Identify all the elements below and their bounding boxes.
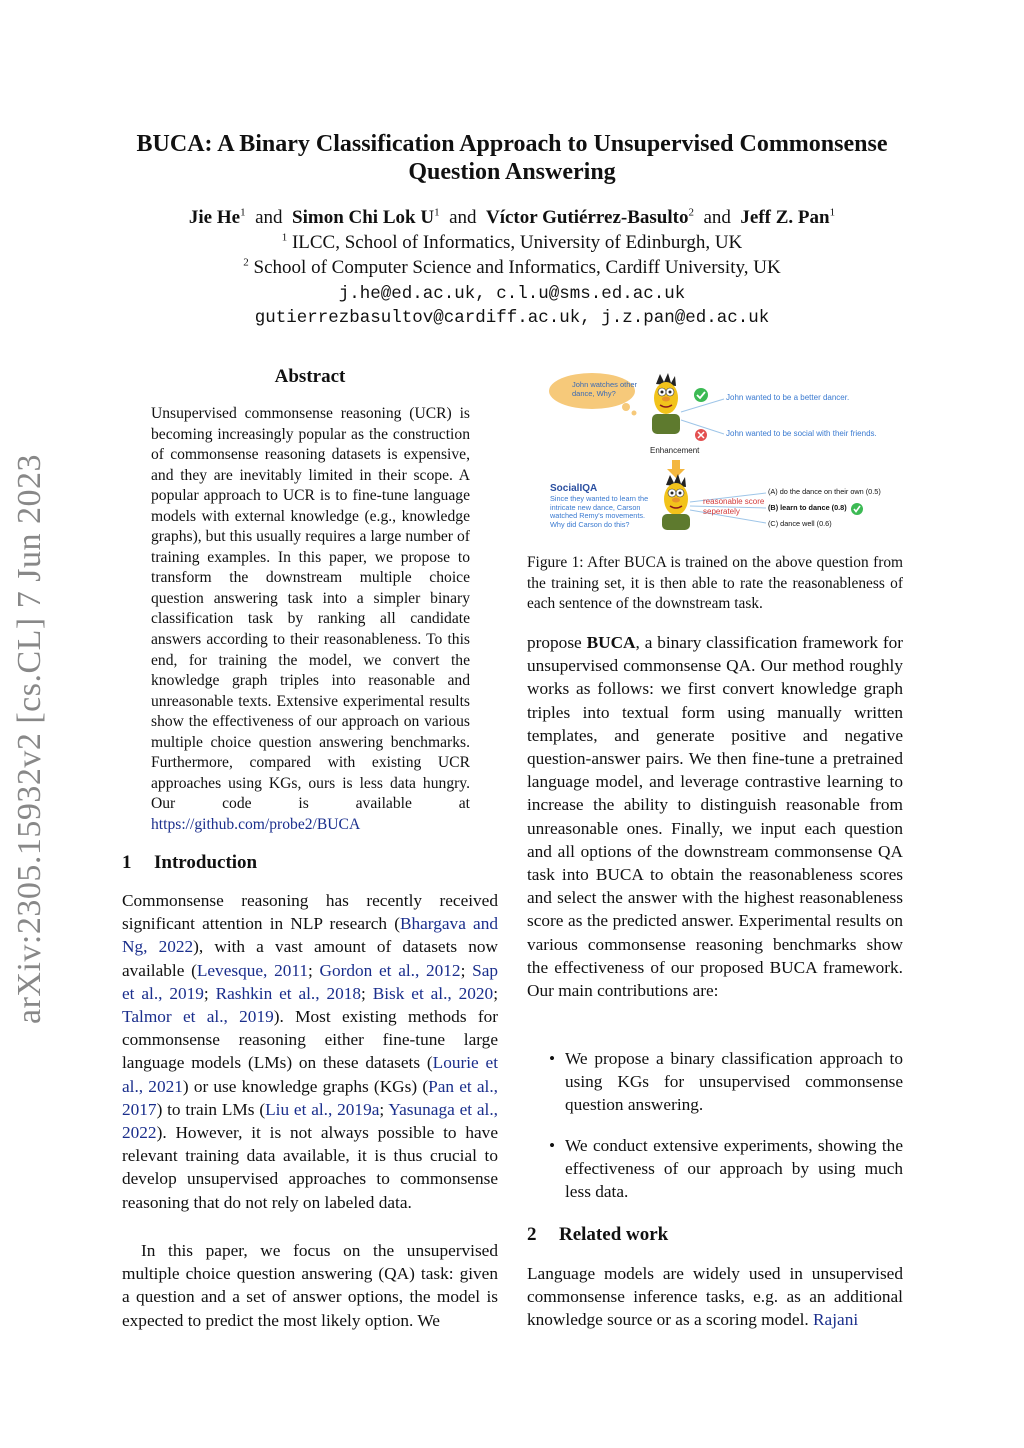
- good-answer-text: John wanted to be a better dancer.: [726, 393, 850, 402]
- option-a: (A) do the dance on their own (0.5): [768, 487, 881, 496]
- paper-title: BUCA: A Binary Classification Approach to Unsupervised Commonsense Question Answering: [136, 131, 888, 185]
- citation-link[interactable]: Lourie et al., 2021: [122, 1053, 498, 1096]
- paragraph-text: , a binary classification framework for unsupervised commonsense QA. Our method roughly works as follows: we first convert knowledge graph triples into textual form using manually written templates, and generate positive and negative question-answer pairs. We then fine-tune a pretrained language model, and leverage contrastive learning to increase the ability to distinguish reasonable from unreasonable ones. Finally, we input each question and all options of the downstream commonsense QA task into BUCA to obtain the reasonableness scores and select the answer with the highest reasonableness score as the predicted answer. Experimental results on various commonsense reasoning benchmarks show the effectiveness of our proposed BUCA framework. Our main contributions are:: [527, 633, 903, 1001]
- code-link[interactable]: https://github.com/probe2/BUCA: [151, 815, 361, 833]
- section-heading-introduction: [122, 852, 257, 874]
- affiliation-2: [100, 256, 924, 280]
- citation-link[interactable]: Gordon et al., 2012: [319, 960, 461, 980]
- option-c: (C) dance well (0.6): [768, 519, 832, 528]
- paragraph-text: ;: [361, 983, 373, 1003]
- paragraph-text: ) or use knowledge graphs (KGs) (: [182, 1076, 429, 1096]
- author-affiliation-mark: 1: [240, 206, 246, 219]
- figure-1: [548, 372, 908, 542]
- paragraph-text: Commonsense reasoning has recently received significant attention in NLP research (: [122, 891, 498, 934]
- citation-link[interactable]: Talmor et al., 2019: [122, 1007, 274, 1027]
- character-icon: [652, 373, 680, 434]
- intro-paragraph-2: In this paper, we focus on the unsupervised multiple choice question answering (QA) task: given a question and a set of answer options, the model is expected to predict the most likely option. We: [122, 1241, 498, 1330]
- thought-text: John watches other dance, Why?: [572, 380, 638, 398]
- citation-link[interactable]: Sap et al., 2019: [122, 960, 499, 1003]
- author-separator: and: [449, 207, 477, 228]
- related-paragraph: [527, 1262, 903, 1332]
- abstract-body: [151, 404, 470, 835]
- paragraph-text: ). However, it is not always possible to have relevant training data available, it is thus crucial to develop unsupervised approaches to commonsense reasoning that do not rely on labeled data.: [122, 1123, 498, 1212]
- character-icon: [662, 474, 690, 530]
- affiliation-number: 1: [281, 231, 288, 244]
- affiliation-text: ILCC, School of Informatics, University of Edinburgh, UK: [291, 232, 743, 253]
- author-separator: and: [703, 207, 731, 228]
- contributions-list: [527, 1047, 903, 1220]
- citation-link[interactable]: Pan et al., 2017: [122, 1076, 498, 1119]
- citation-link[interactable]: Yasunaga et al., 2022: [122, 1099, 499, 1143]
- author-name: Jeff Z. Pan: [740, 207, 830, 228]
- author-affiliation-mark: 2: [688, 206, 694, 219]
- author-list: [100, 206, 924, 230]
- paragraph-text: ;: [379, 1099, 389, 1119]
- author-name: Simon Chi Lok U: [292, 207, 435, 228]
- section-heading-related-work: [527, 1224, 668, 1246]
- right-paragraph-1: [527, 631, 903, 1002]
- citation-link[interactable]: Bisk et al., 2020: [372, 983, 494, 1003]
- abstract-heading: Abstract: [274, 366, 346, 387]
- citation-link[interactable]: Rashkin et al., 2018: [215, 983, 362, 1003]
- section-number: 1: [122, 852, 132, 873]
- option-b: (B) learn to dance (0.8): [768, 503, 847, 512]
- score-label: reasonable score seperately: [703, 497, 765, 516]
- paragraph-text: ;: [308, 960, 320, 980]
- list-item: • We propose a binary classification approach to using KGs for unsupervised commonsense question answering.: [549, 1049, 903, 1115]
- paragraph-text: ) to train LMs (: [156, 1099, 266, 1119]
- list-item-text: We conduct extensive experiments, showing the effectiveness of our approach by using much less data.: [565, 1135, 903, 1202]
- author-separator: and: [255, 207, 283, 228]
- paragraph-text: Language models are widely used in unsupervised commonsense inference tasks, e.g. as an additional knowledge source or as a scoring model.: [527, 1264, 903, 1330]
- figure-caption: Figure 1: After BUCA is trained on the above question from the training set, it is then able to rate the reasonableness of each sentence of the downstream task.: [527, 554, 903, 613]
- framework-name: BUCA: [586, 633, 636, 652]
- list-item: • We conduct extensive experiments, showing the effectiveness of our approach by using much less data.: [549, 1135, 903, 1202]
- affiliation-number: 2: [243, 256, 249, 269]
- dataset-label: SocialIQA: [550, 483, 598, 494]
- list-item-text: We propose a binary classification approach to using KGs for unsupervised commonsense question answering.: [565, 1049, 903, 1115]
- bad-answer-text: John wanted to be social with their friends.: [726, 429, 877, 438]
- intro-paragraph-1: [122, 889, 498, 1214]
- citation-link[interactable]: Liu et al., 2019a: [265, 1099, 380, 1119]
- section-title: Related work: [559, 1224, 669, 1245]
- section-title: Introduction: [154, 852, 258, 873]
- check-icon: [694, 388, 708, 402]
- section-number: 2: [527, 1224, 537, 1245]
- email-line-2: gutierrezbasultov@cardiff.ac.uk, j.z.pan@ed.ac.uk: [254, 308, 770, 328]
- paragraph-text: propose: [527, 633, 587, 652]
- author-affiliation-mark: 1: [434, 206, 440, 219]
- affiliation-text: School of Computer Science and Informatics, Cardiff University, UK: [253, 257, 781, 278]
- affiliation-1: [100, 231, 924, 255]
- paragraph-text: ;: [493, 983, 498, 1003]
- arxiv-identifier: arXiv:2305.15932v2 [cs.CL] 7 Jun 2023: [11, 454, 48, 1025]
- abstract-text: Unsupervised commonsense reasoning (UCR) is becoming increasingly popular as the construction of commonsense reasoning datasets is expensive, and they are inevitably limited in their scope. A popular approach to UCR is to fine-tune language models with external knowledge (e.g., knowledge graphs), but this usually requires a large number of training examples. In this paper, we propose to transform the downstream multiple choice question answering task into a simpler binary classification task by ranking all candidate answers according to their reasonableness. To this end, for training the model, we convert the knowledge graph triples into reasonable and unreasonable texts. Extensive experimental results show the effectiveness of our approach on various multiple choice question answering benchmarks. Furthermore, compared with existing UCR approaches using KGs, ours is less data hungry. Our code is available at: [151, 405, 470, 813]
- author-name: Víctor Gutiérrez-Basulto: [486, 207, 689, 228]
- question-text: Since they wanted to learn the intricate new dance, Carson watched Remy's movements. Why did Carson do this?: [550, 494, 649, 529]
- citation-link[interactable]: Bhargava and Ng, 2022: [122, 914, 498, 957]
- email-line-1: j.he@ed.ac.uk, c.l.u@sms.ed.ac.uk: [338, 284, 686, 304]
- enhancement-label: Enhancement: [650, 446, 700, 455]
- paragraph-text: ;: [460, 960, 473, 980]
- paragraph-text: ). Most existing methods for commonsense reasoning either fine-tune large language models (LMs) on these datasets (: [122, 1007, 499, 1073]
- arrow-down-icon: [667, 460, 685, 478]
- paragraph-text: ), with a vast amount of datasets now available (: [122, 937, 499, 980]
- author-affiliation-mark: 1: [829, 206, 836, 219]
- paragraph-text: ;: [203, 983, 216, 1003]
- citation-link[interactable]: Rajani: [813, 1310, 859, 1330]
- citation-link[interactable]: Levesque, 2011: [196, 960, 308, 980]
- author-name: Jie He: [188, 207, 241, 228]
